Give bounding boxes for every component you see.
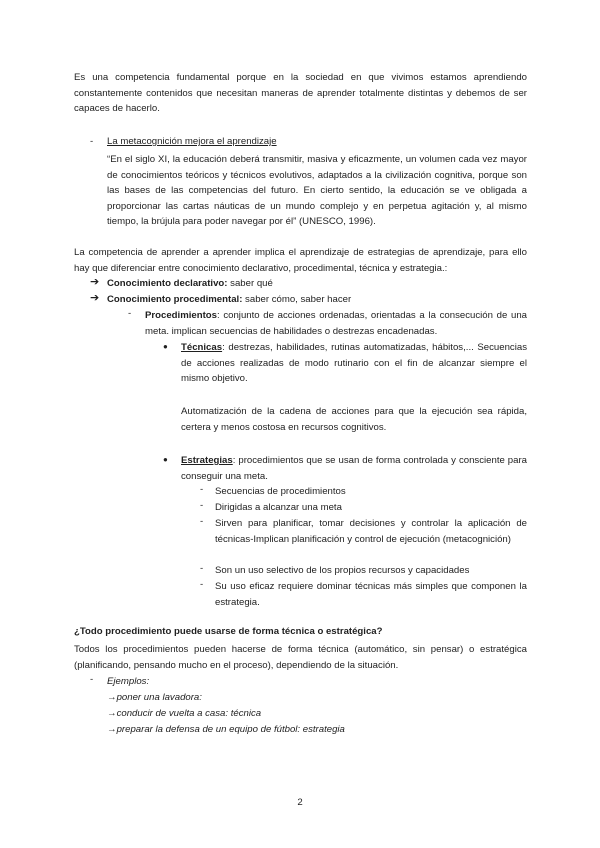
list-dash: -	[128, 308, 132, 319]
example-item: →conducir de vuelta a casa: técnica	[107, 708, 262, 719]
techniques-extra: Automatización de la cadena de acciones para que la ejecución sea rápida, certera y menos costosa en recursos cognitivos.	[181, 406, 527, 433]
declarative-text: saber qué	[227, 278, 273, 289]
list-dash: -	[200, 500, 204, 511]
intro-paragraph: Es una competencia fundamental porque en la sociedad en que vivimos estamos aprendiendo constantemente contenidos que necesitan maneras de aprender totalmente distintas y debemos de ser capaces de hacerlo.	[74, 72, 527, 115]
strategies-item	[181, 453, 527, 484]
example-item: →poner una lavadora:	[107, 692, 202, 703]
procedural-text: saber cómo, saber hacer	[242, 294, 352, 305]
list-dash: -	[200, 484, 204, 495]
learning-paragraph: La competencia de aprender a aprender implica el aprendizaje de estrategias de aprendizaje, para ello hay que diferenciar entre conocimiento declarativo, procedimental, técnica y estrategia.:	[74, 247, 527, 274]
strategies-text: : procedimientos que se usan de forma controlada y consciente para conseguir una meta.	[181, 455, 527, 482]
answer-paragraph: Todos los procedimientos pueden hacerse de forma técnica (automático, sin pensar) o estratégica (planificando, pensando mucho en el proceso), dependiendo de la situación.	[74, 644, 527, 671]
section-question: ¿Todo procedimiento puede usarse de forma técnica o estratégica?	[74, 626, 383, 637]
unesco-quote: “En el siglo XI, la educación deberá transmitir, masiva y eficazmente, un volumen cada vez mayor de conocimientos teóricos y técnicos evolutivos, adaptados a la civilización cognitiva, porque son las bases de las competencias del futuro. En cierto sentido, la educación se ve obligada a proporcionar las cartas náuticas de un mundo complejo y en perpetua agitación y, al mismo tiempo, la brújula para poder navegar por él” (UNESCO, 1996).	[107, 154, 527, 228]
strategies-term: Estrategias	[181, 455, 233, 466]
list-dash: -	[200, 579, 204, 590]
declarative-term: Conocimiento declarativo:	[107, 278, 228, 289]
list-dash: -	[90, 674, 94, 685]
techniques-term: Técnicas	[181, 342, 223, 353]
strategy-point: Dirigidas a alcanzar una meta	[215, 502, 342, 513]
procedures-term: Procedimientos	[145, 310, 217, 321]
strategy-point: Secuencias de procedimientos	[215, 486, 346, 497]
arrow-icon: ➔	[90, 276, 100, 288]
techniques-text: : destrezas, habilidades, rutinas automatizadas, hábitos,... Secuencias de acciones realizadas de modo rutinario con el fin de alcanzar siempre el mismo objetivo.	[181, 342, 527, 385]
procedures-text: : conjunto de acciones ordenadas, orientadas a la consecución de una meta. implican secuencias de habilidades o destrezas encadenadas.	[145, 310, 527, 337]
strategy-point: Sirven para planificar, tomar decisiones y controlar la aplicación de técnicas-Implican planificación y control de ejecución (metacognición)	[215, 518, 527, 545]
metacognition-heading: La metacognición mejora el aprendizaje	[107, 136, 277, 147]
procedures-item	[145, 308, 527, 339]
list-dash: -	[90, 136, 94, 147]
bullet-icon: ●	[163, 342, 168, 351]
list-dash: -	[200, 516, 204, 527]
declarative-item	[107, 276, 273, 292]
arrow-icon: ➔	[90, 292, 100, 304]
example-item: →preparar la defensa de un equipo de fútbol: estrategia	[107, 724, 345, 735]
page-number: 2	[297, 797, 303, 808]
procedural-item	[107, 292, 351, 308]
procedural-term: Conocimiento procedimental:	[107, 294, 243, 305]
strategy-point: Su uso eficaz requiere dominar técnicas más simples que componen la estrategia.	[215, 581, 527, 608]
list-dash: -	[200, 563, 204, 574]
examples-label: Ejemplos:	[107, 676, 150, 687]
bullet-icon: ●	[163, 455, 168, 464]
techniques-item	[181, 340, 527, 387]
strategy-point: Son un uso selectivo de los propios recursos y capacidades	[215, 565, 470, 576]
